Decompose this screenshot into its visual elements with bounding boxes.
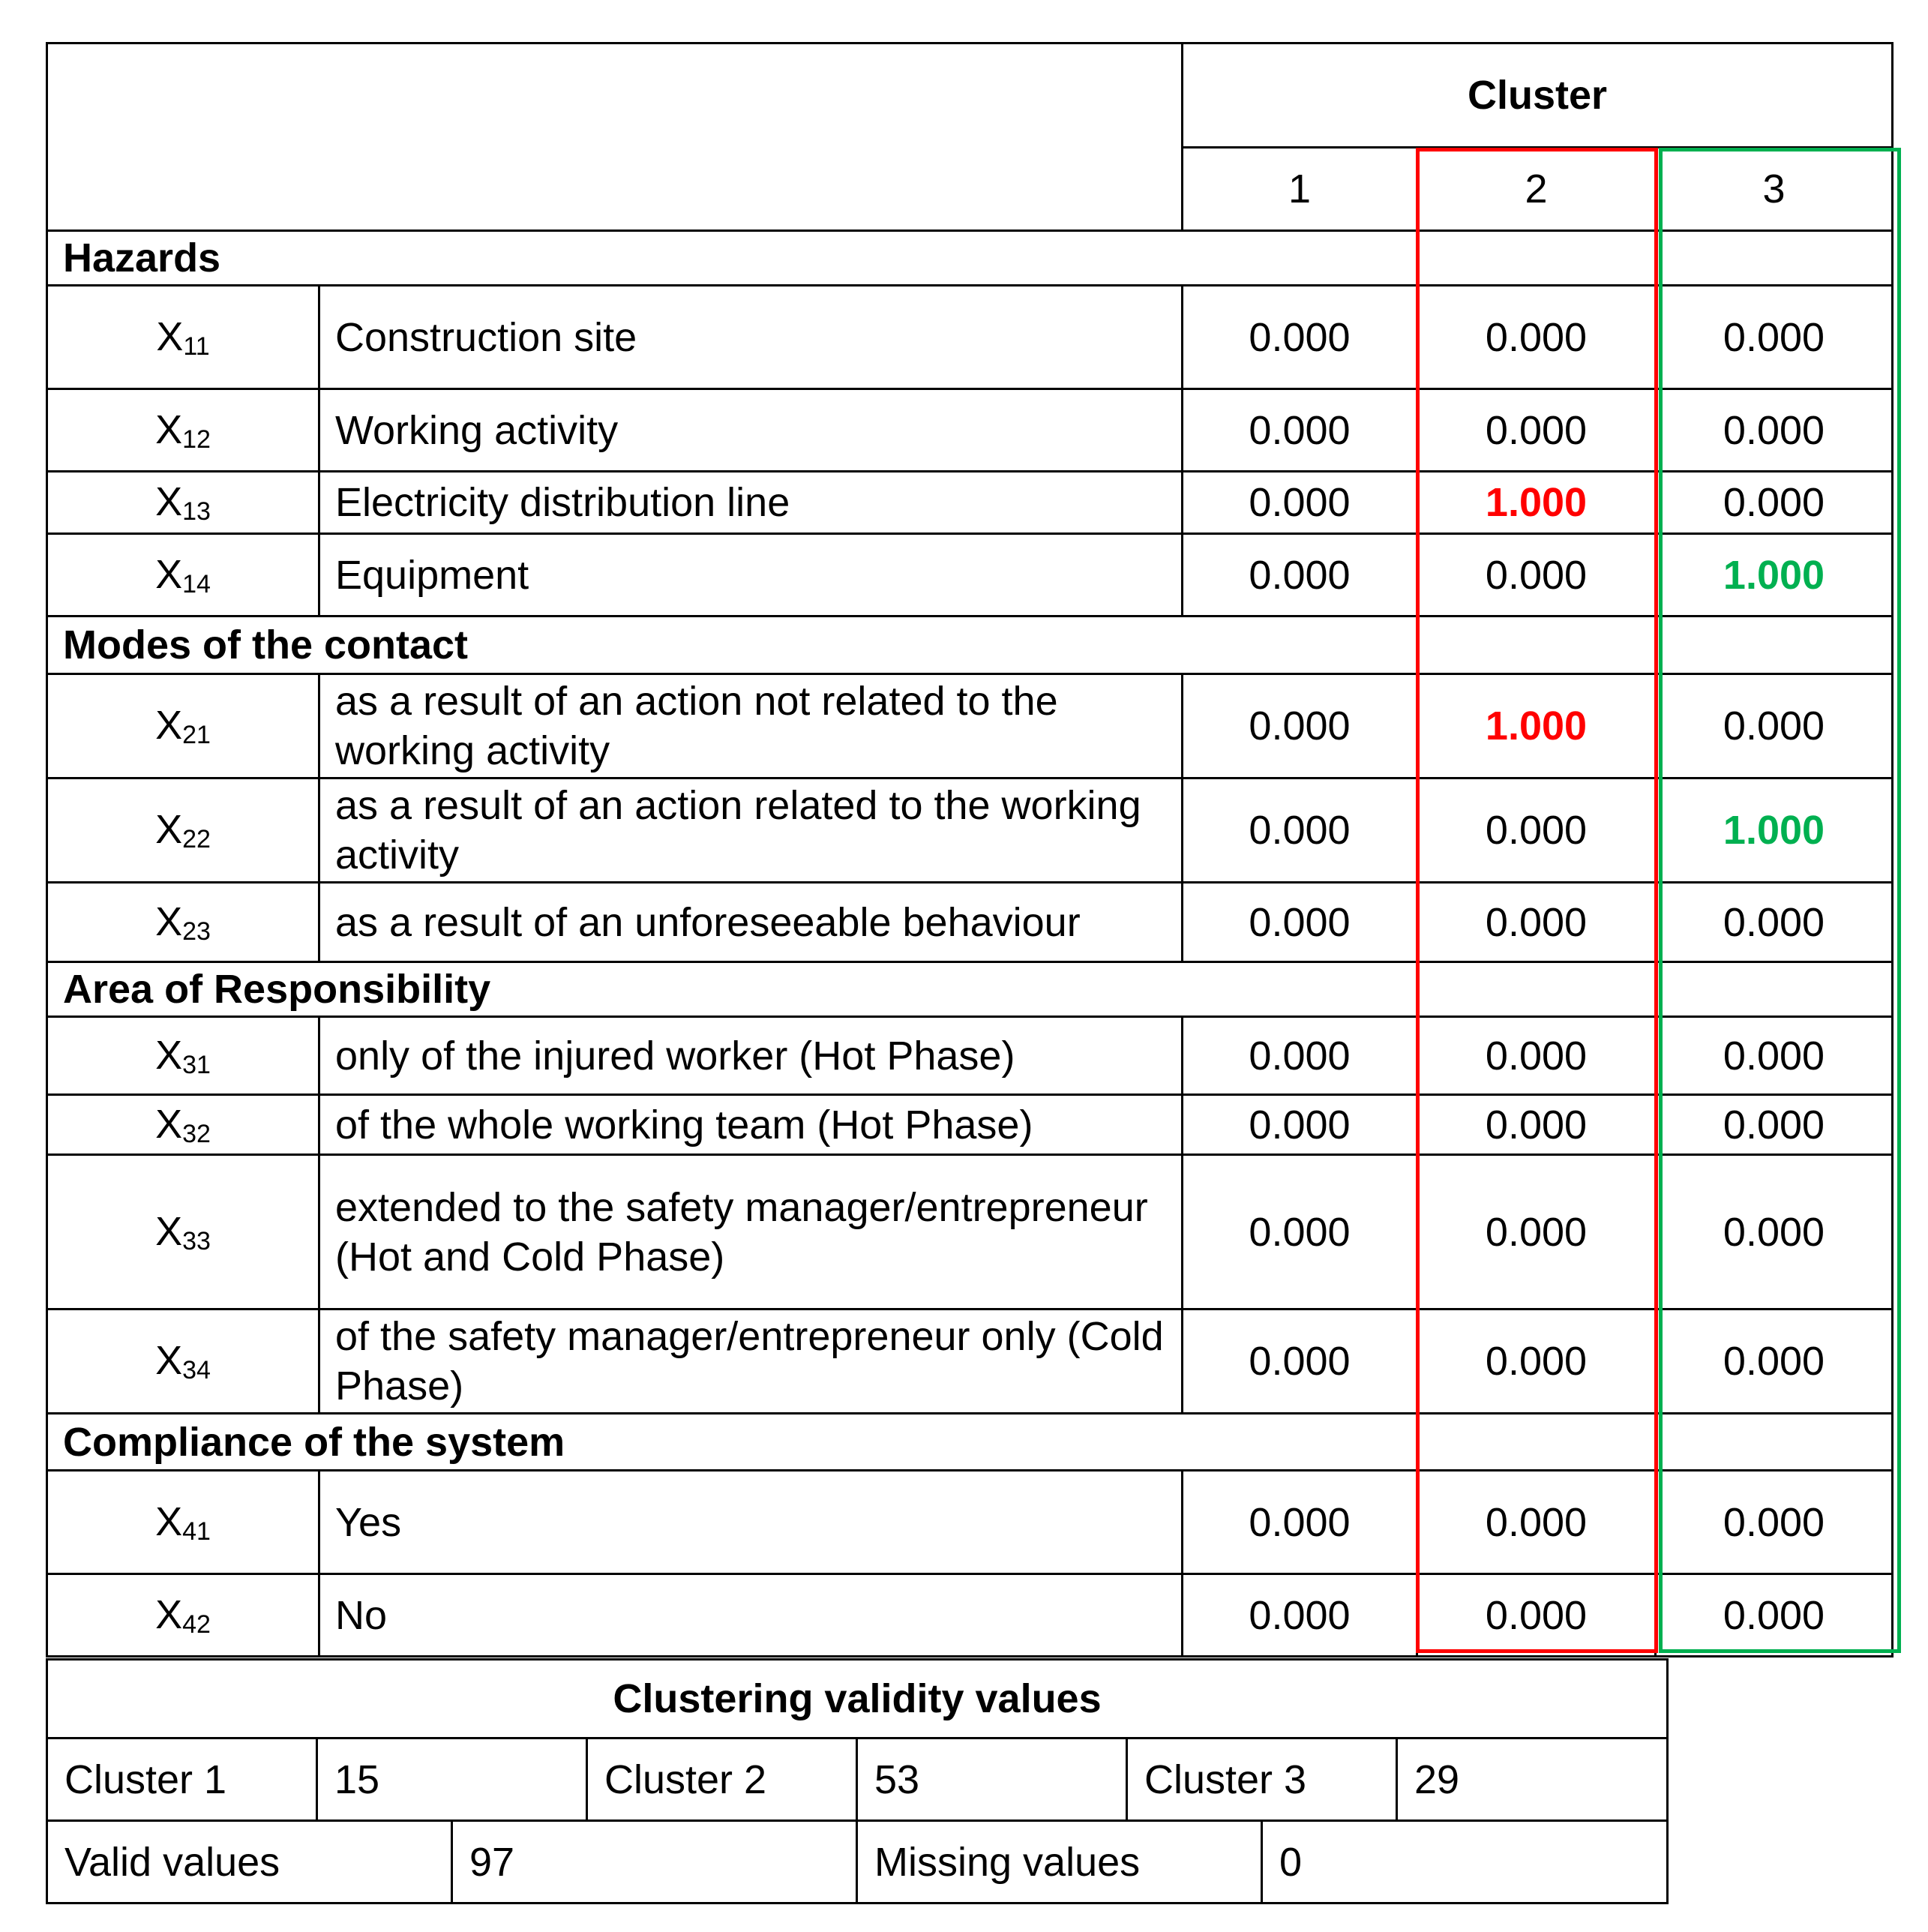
table-row: [47, 1574, 1893, 1657]
variable-code: $X_{21}$: [47, 674, 319, 778]
variable-code: $X_{11}$: [47, 286, 319, 389]
variable-label: as a result of an unforeseeable behaviour: [319, 883, 1183, 962]
validity-summary-row: [47, 1821, 1668, 1904]
value-cluster-1: 0.000: [1183, 883, 1417, 962]
section-title: Area of Responsibility: [47, 962, 1183, 1017]
value-cluster-3: 0.000: [1656, 1310, 1893, 1414]
missing-values-label: Missing values: [857, 1821, 1262, 1904]
value-cluster-3: 0.000: [1656, 1017, 1893, 1095]
cluster-1-label: Cluster 1: [47, 1738, 317, 1821]
variable-label: only of the injured worker (Hot Phase): [319, 1017, 1183, 1095]
cluster-3-label: Cluster 3: [1127, 1738, 1397, 1821]
variable-code: $X_{31}$: [47, 1017, 319, 1095]
value-cluster-3: 0.000: [1656, 1095, 1893, 1155]
variable-code: $X_{33}$: [47, 1155, 319, 1310]
value-cluster-1: 0.000: [1183, 286, 1417, 389]
cluster-2-label: Cluster 2: [587, 1738, 857, 1821]
missing-values-value: 0: [1262, 1821, 1668, 1904]
value-cluster-2: 0.000: [1417, 1574, 1656, 1657]
table-row: [47, 286, 1893, 389]
variable-label: extended to the safety manager/entrepreneur (Hot and Cold Phase): [319, 1155, 1183, 1310]
value-cluster-2: 0.000: [1417, 1471, 1656, 1574]
variable-label: Yes: [319, 1471, 1183, 1574]
variable-label: as a result of an action not related to the working activity: [319, 674, 1183, 778]
section-title: Hazards: [47, 231, 1183, 286]
section-row-hazards: [47, 231, 1893, 286]
table-row: [47, 389, 1893, 472]
value-cluster-2: 0.000: [1417, 1310, 1656, 1414]
variable-code: $X_{13}$: [47, 472, 319, 534]
value-cluster-3: 0.000: [1656, 286, 1893, 389]
valid-values-value: 97: [452, 1821, 857, 1904]
cluster-col-2-header: 2: [1417, 148, 1656, 231]
cluster-2-value: 53: [857, 1738, 1127, 1821]
value-cluster-3: 0.000: [1656, 472, 1893, 534]
value-cluster-1: 0.000: [1183, 1310, 1417, 1414]
variable-label: of the whole working team (Hot Phase): [319, 1095, 1183, 1155]
value-cluster-3: 0.000: [1656, 883, 1893, 962]
table-row: [47, 883, 1893, 962]
value-cluster-1: 0.000: [1183, 1155, 1417, 1310]
variable-label: Electricity distribution line: [319, 472, 1183, 534]
validity-table: [46, 1658, 1669, 1904]
variable-label: Working activity: [319, 389, 1183, 472]
section-title: Compliance of the system: [47, 1414, 1183, 1471]
variable-label: Construction site: [319, 286, 1183, 389]
value-cluster-2: 0.000: [1417, 1095, 1656, 1155]
cluster-col-3-header: 3: [1656, 148, 1893, 231]
value-cluster-3-highlight: 1.000: [1656, 778, 1893, 883]
variable-label: of the safety manager/entrepreneur only (Cold Phase): [319, 1310, 1183, 1414]
value-cluster-3: 0.000: [1656, 674, 1893, 778]
section-row-modes: [47, 616, 1893, 674]
variable-code: $X_{42}$: [47, 1574, 319, 1657]
value-cluster-2: 0.000: [1417, 778, 1656, 883]
value-cluster-3: 0.000: [1656, 1574, 1893, 1657]
table-row: [47, 1017, 1893, 1095]
value-cluster-2-highlight: 1.000: [1417, 472, 1656, 534]
variable-code: $X_{22}$: [47, 778, 319, 883]
variable-code: $X_{32}$: [47, 1095, 319, 1155]
value-cluster-1: 0.000: [1183, 1017, 1417, 1095]
header-row-cluster: [47, 44, 1893, 148]
value-cluster-1: 0.000: [1183, 1095, 1417, 1155]
cluster-3-value: 29: [1397, 1738, 1668, 1821]
value-cluster-2: 0.000: [1417, 1155, 1656, 1310]
cluster-col-1-header: 1: [1183, 148, 1417, 231]
value-cluster-2-highlight: 1.000: [1417, 674, 1656, 778]
variable-code: $X_{41}$: [47, 1471, 319, 1574]
section-row-responsibility: [47, 962, 1893, 1017]
cluster-table: [46, 42, 1894, 1658]
table-row: [47, 1310, 1893, 1414]
value-cluster-2: 0.000: [1417, 883, 1656, 962]
table-row: [47, 1155, 1893, 1310]
table-row: [47, 778, 1893, 883]
variable-code: $X_{14}$: [47, 534, 319, 616]
valid-values-label: Valid values: [47, 1821, 452, 1904]
table-row: [47, 1095, 1893, 1155]
value-cluster-3: 0.000: [1656, 389, 1893, 472]
variable-label: No: [319, 1574, 1183, 1657]
value-cluster-2: 0.000: [1417, 1017, 1656, 1095]
value-cluster-1: 0.000: [1183, 1471, 1417, 1574]
value-cluster-1: 0.000: [1183, 389, 1417, 472]
table-row: [47, 472, 1893, 534]
value-cluster-1: 0.000: [1183, 778, 1417, 883]
variable-label: as a result of an action related to the working activity: [319, 778, 1183, 883]
value-cluster-3: 0.000: [1656, 1471, 1893, 1574]
value-cluster-2: 0.000: [1417, 286, 1656, 389]
validity-cluster-row: [47, 1738, 1668, 1821]
variable-label: Equipment: [319, 534, 1183, 616]
value-cluster-3: 0.000: [1656, 1155, 1893, 1310]
cluster-header: Cluster: [1183, 44, 1893, 148]
value-cluster-3-highlight: 1.000: [1656, 534, 1893, 616]
value-cluster-2: 0.000: [1417, 534, 1656, 616]
variable-code: $X_{34}$: [47, 1310, 319, 1414]
section-title: Modes of the contact: [47, 616, 1183, 674]
section-row-compliance: [47, 1414, 1893, 1471]
cluster-1-value: 15: [317, 1738, 587, 1821]
table-row: [47, 534, 1893, 616]
validity-title: Clustering validity values: [47, 1660, 1668, 1738]
value-cluster-1: 0.000: [1183, 534, 1417, 616]
value-cluster-1: 0.000: [1183, 674, 1417, 778]
variable-code: $X_{12}$: [47, 389, 319, 472]
value-cluster-1: 0.000: [1183, 1574, 1417, 1657]
value-cluster-1: 0.000: [1183, 472, 1417, 534]
value-cluster-2: 0.000: [1417, 389, 1656, 472]
variable-code: $X_{23}$: [47, 883, 319, 962]
validity-title-row: [47, 1660, 1668, 1738]
header-blank-cell: [47, 44, 1183, 231]
table-row: [47, 674, 1893, 778]
table-row: [47, 1471, 1893, 1574]
